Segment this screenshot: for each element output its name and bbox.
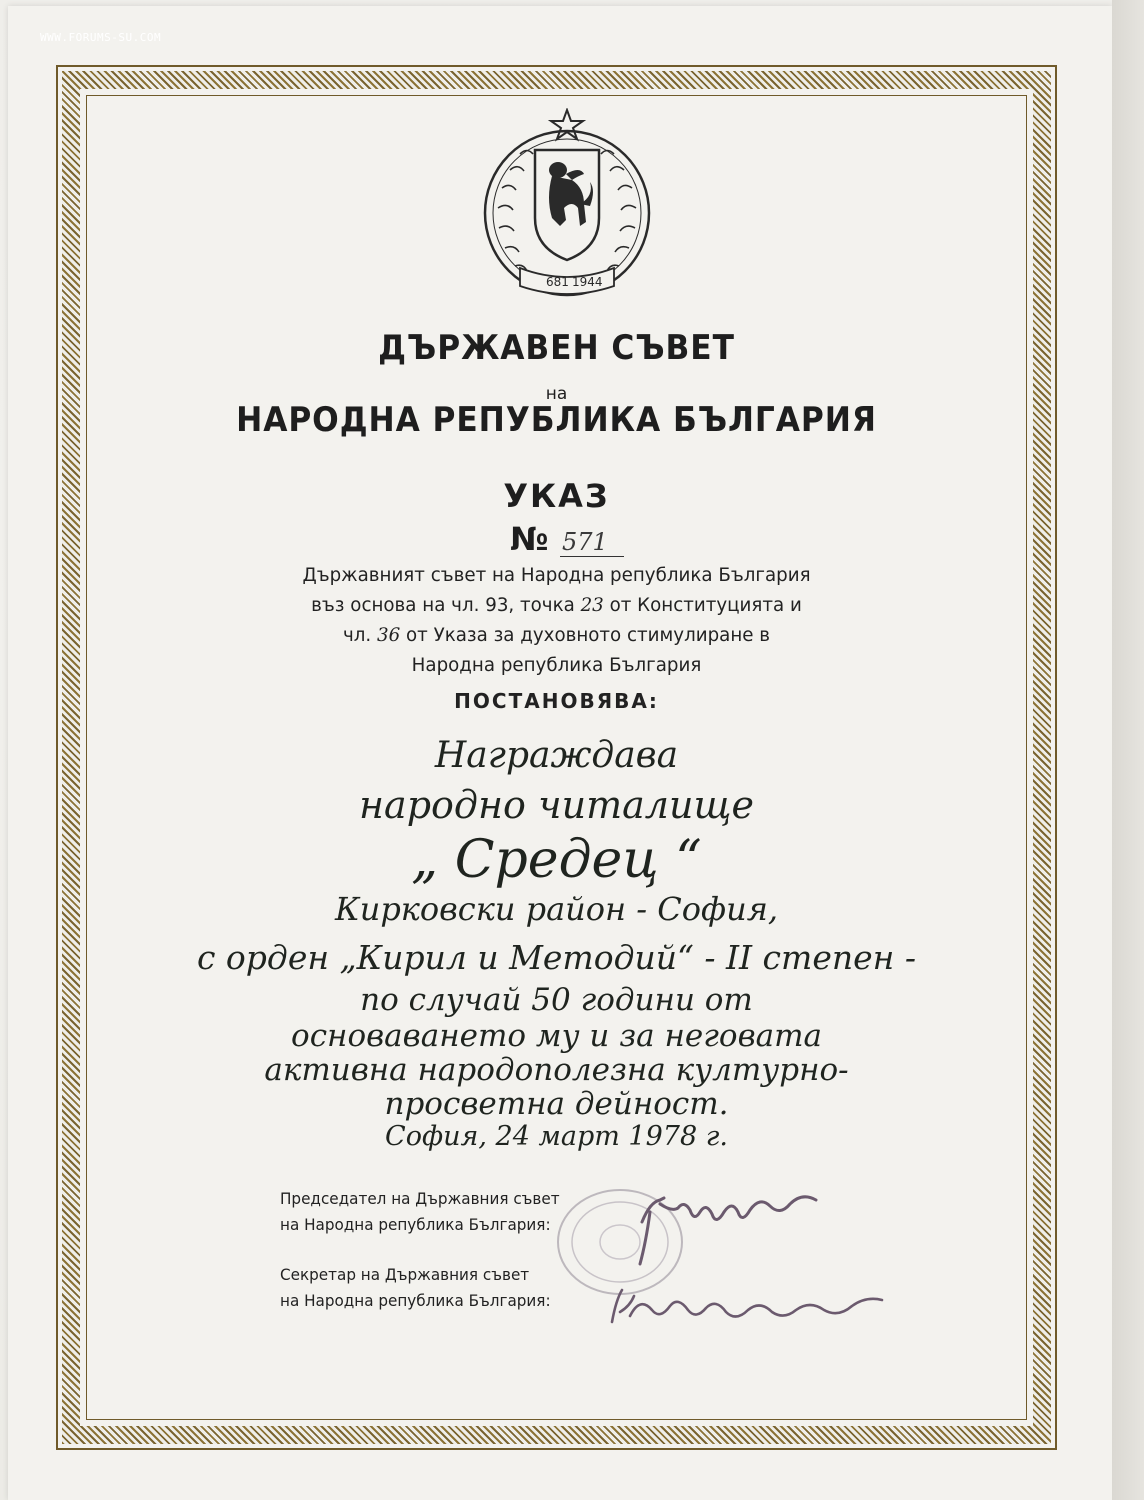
chairman-label-line-2: на Народна република България:: [280, 1215, 551, 1234]
award-line-1: Награждава: [434, 735, 679, 776]
table-edge: [1112, 0, 1144, 1500]
chairman-label: [280, 1186, 560, 1238]
secretary-label: [280, 1262, 551, 1314]
preamble-line-1: Държавният съвет на Народна република България: [302, 564, 811, 586]
emblem-year-left: 681: [546, 275, 569, 289]
header-of: на: [545, 384, 568, 404]
preamble-line-2-a: въз основа на чл. 93, точка: [311, 594, 581, 616]
award-line-8: активна народополезна културно-: [264, 1052, 849, 1088]
preamble-line-4: Народна република България: [411, 654, 702, 676]
award-line-7: основаването му и за неговата: [291, 1018, 822, 1054]
watermark: WWW.FORUMS-SU.COM: [40, 31, 162, 44]
number-underline: [560, 556, 624, 557]
award-order: с орден „Кирил и Методий“ - II степен -: [196, 938, 917, 977]
preamble: [105, 560, 1008, 680]
preamble-point-number: 23: [580, 594, 604, 616]
preamble-article-number: 36: [376, 624, 401, 646]
state-emblem-icon: [480, 108, 654, 300]
secretary-signature-icon: [600, 1276, 900, 1336]
decree-number: [510, 520, 640, 560]
number-value: 571: [562, 528, 608, 556]
award-line-4: Кирковски район - София,: [334, 890, 779, 928]
resolves-heading: ПОСТАНОВЯВА:: [454, 689, 659, 713]
decree-title: УКАЗ: [503, 477, 610, 515]
preamble-line-2-c: от Конституцията и: [603, 594, 802, 616]
award-line-6: по случай 50 години от: [360, 982, 753, 1018]
preamble-line-3-c: от Указа за духовното стимулиране в: [400, 624, 771, 646]
header-republic: НАРОДНА РЕПУБЛИКА БЪЛГАРИЯ: [236, 400, 877, 440]
preamble-line-3-a: чл.: [342, 624, 377, 646]
award-line-9: просветна дейност.: [384, 1086, 729, 1122]
number-sign: №: [510, 520, 549, 558]
preamble-line-3: [105, 620, 1008, 650]
award-date: София, 24 март 1978 г.: [385, 1121, 728, 1152]
chairman-label-line-1: Председател на Държавния съвет: [280, 1189, 560, 1208]
secretary-label-line-2: на Народна република България:: [280, 1291, 551, 1310]
chairman-signature-icon: [620, 1182, 830, 1272]
emblem-year-right: 1944: [572, 275, 603, 289]
award-recipient-name: „ Средец “: [411, 830, 702, 890]
secretary-label-line-1: Секретар на Държавния съвет: [280, 1265, 530, 1284]
header-council: ДЪРЖАВЕН СЪВЕТ: [378, 328, 735, 368]
award-line-2: народно читалище: [359, 783, 754, 827]
preamble-line-2: [105, 590, 1008, 620]
